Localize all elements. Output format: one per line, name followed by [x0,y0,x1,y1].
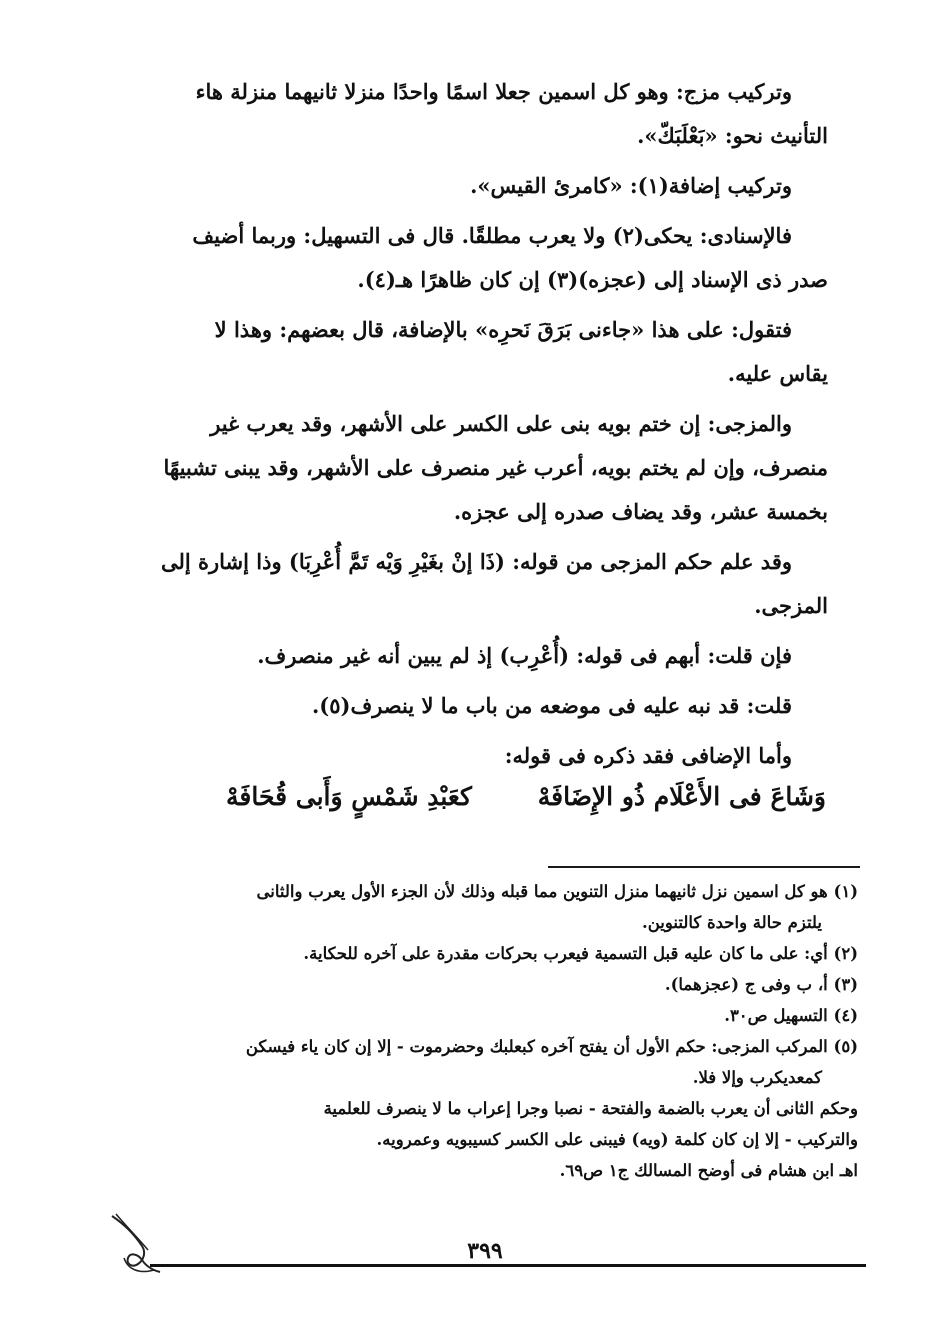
text-line: المزجى. [754,593,828,618]
text-line: وقد علم حكم المزجى من قوله: (ذَا إنْ بغَيْرِ وَيْه تَمَّ أُعْرِبَا) وذا إشارة إلى [160,549,792,574]
paragraph-in-qulta [118,634,828,678]
footnote-line: (٤) التسهيل ص٣٠. [724,1006,858,1025]
footnote-5-second-rule-cont [118,1124,858,1155]
paragraph-fataqul [118,308,828,396]
text-line: بخمسة عشر، وقد يضاف صدره إلى عجزه. [453,499,828,524]
paragraph-isnadi [118,214,828,302]
footnote-3 [118,969,858,1000]
verse-first-hemistich: وَشَاعَ فى الأَعْلَام ذُو الإِضَافَهْ [537,782,826,811]
footnote-line: (٢) أي: على ما كان عليه قبل التسمية فيعرب بحركات مقدرة على آخره للحكاية. [303,944,858,963]
text-line: والمزجى: إن ختم بويه بنى على الكسر على الأشهر، وقد يعرب غير [210,411,792,436]
text-line: قلت: قد نبه عليه فى موضعه من باب ما لا ينصرف(٥). [311,693,792,718]
verse-second-hemistich: كعَبْدِ شَمْسٍ وَأَبى قُحَافَهْ [226,782,472,811]
main-text-block [118,70,828,784]
footnote-line: يلتزم حالة واحدة كالتنوين. [641,913,822,932]
text-line: فإن قلت: أبهم فى قوله: (أُعْرِب) إذ لم يبين أنه غير منصرف. [257,643,792,668]
footnote-5-second-rule [118,1093,858,1124]
bottom-rule [150,1264,866,1267]
paragraph-tarkib-mazj [118,70,828,158]
text-line: التأنيث نحو: «بَعْلَبَكّ». [637,123,828,148]
footnote-separator [548,866,860,868]
footnote-1-continuation [118,907,858,938]
text-line: فتقول: على هذا «جاءنى بَرَقَ نَحرِه» بالإضافة، قال بعضهم: وهذا لا [214,317,792,342]
paragraph-idafi [118,734,828,778]
page-number: ٣٩٩ [467,1238,503,1264]
footnote-line: (١) هو كل اسمين نزل ثانيهما منزل التنوين مما قبله وذلك لأن الجزء الأول يعرب والثانى [256,882,858,901]
paragraph-qultu [118,684,828,728]
text-line: يقاس عليه. [727,361,828,386]
paragraph-hukm-mazji [118,540,828,628]
text-line: وأما الإضافى فقد ذكره فى قوله: [504,743,792,768]
footnote-line: اهـ ابن هشام فى أوضح المسالك ج١ ص٦٩. [559,1161,858,1180]
footnote-5-source [118,1155,858,1186]
pen-scribble-mark [104,1210,174,1280]
footnote-5-continuation [118,1062,858,1093]
footnote-line: كمعديكرب وإلا فلا. [692,1068,822,1087]
text-line: فالإسنادى: يحكى(٢) ولا يعرب مطلقًا. قال فى التسهيل: وربما أضيف [192,223,792,248]
text-line: وتركيب مزج: وهو كل اسمين جعلا اسمًا واحدًا منزلا ثانيهما منزلة هاء [195,79,792,104]
text-line: وتركيب إضافة(١): «كامرئ القيس». [470,173,792,198]
footnotes-block [118,876,858,1186]
footnote-5 [118,1031,858,1062]
text-line: صدر ذى الإسناد إلى (عجزه)(٣) إن كان ظاهرًا هـ(٤). [357,267,828,292]
footnote-2 [118,938,858,969]
text-line: منصرف، وإن لم يختم بويه، أعرب غير منصرف على الأشهر، وقد يبنى تشبيهًا [163,455,828,480]
paragraph-tarkib-idafa [118,164,828,208]
footnote-4 [118,1000,858,1031]
paragraph-mazji [118,402,828,534]
footnote-1 [118,876,858,907]
poetry-verse [226,782,826,811]
footnote-line: (٣) أ، ب وفى ج (عجزهما). [664,975,858,994]
footnote-line: وحكم الثانى أن يعرب بالضمة والفتحة - نصبا وجرا إعراب ما لا ينصرف للعلمية [323,1099,858,1118]
footnote-line: (٥) المركب المزجى: حكم الأول أن يفتح آخره كبعلبك وحضرموت - إلا إن كان ياء فيسكن [245,1037,858,1056]
footnote-line: والتركيب - إلا إن كان كلمة (ويه) فيبنى على الكسر كسيبويه وعمرويه. [376,1130,858,1149]
